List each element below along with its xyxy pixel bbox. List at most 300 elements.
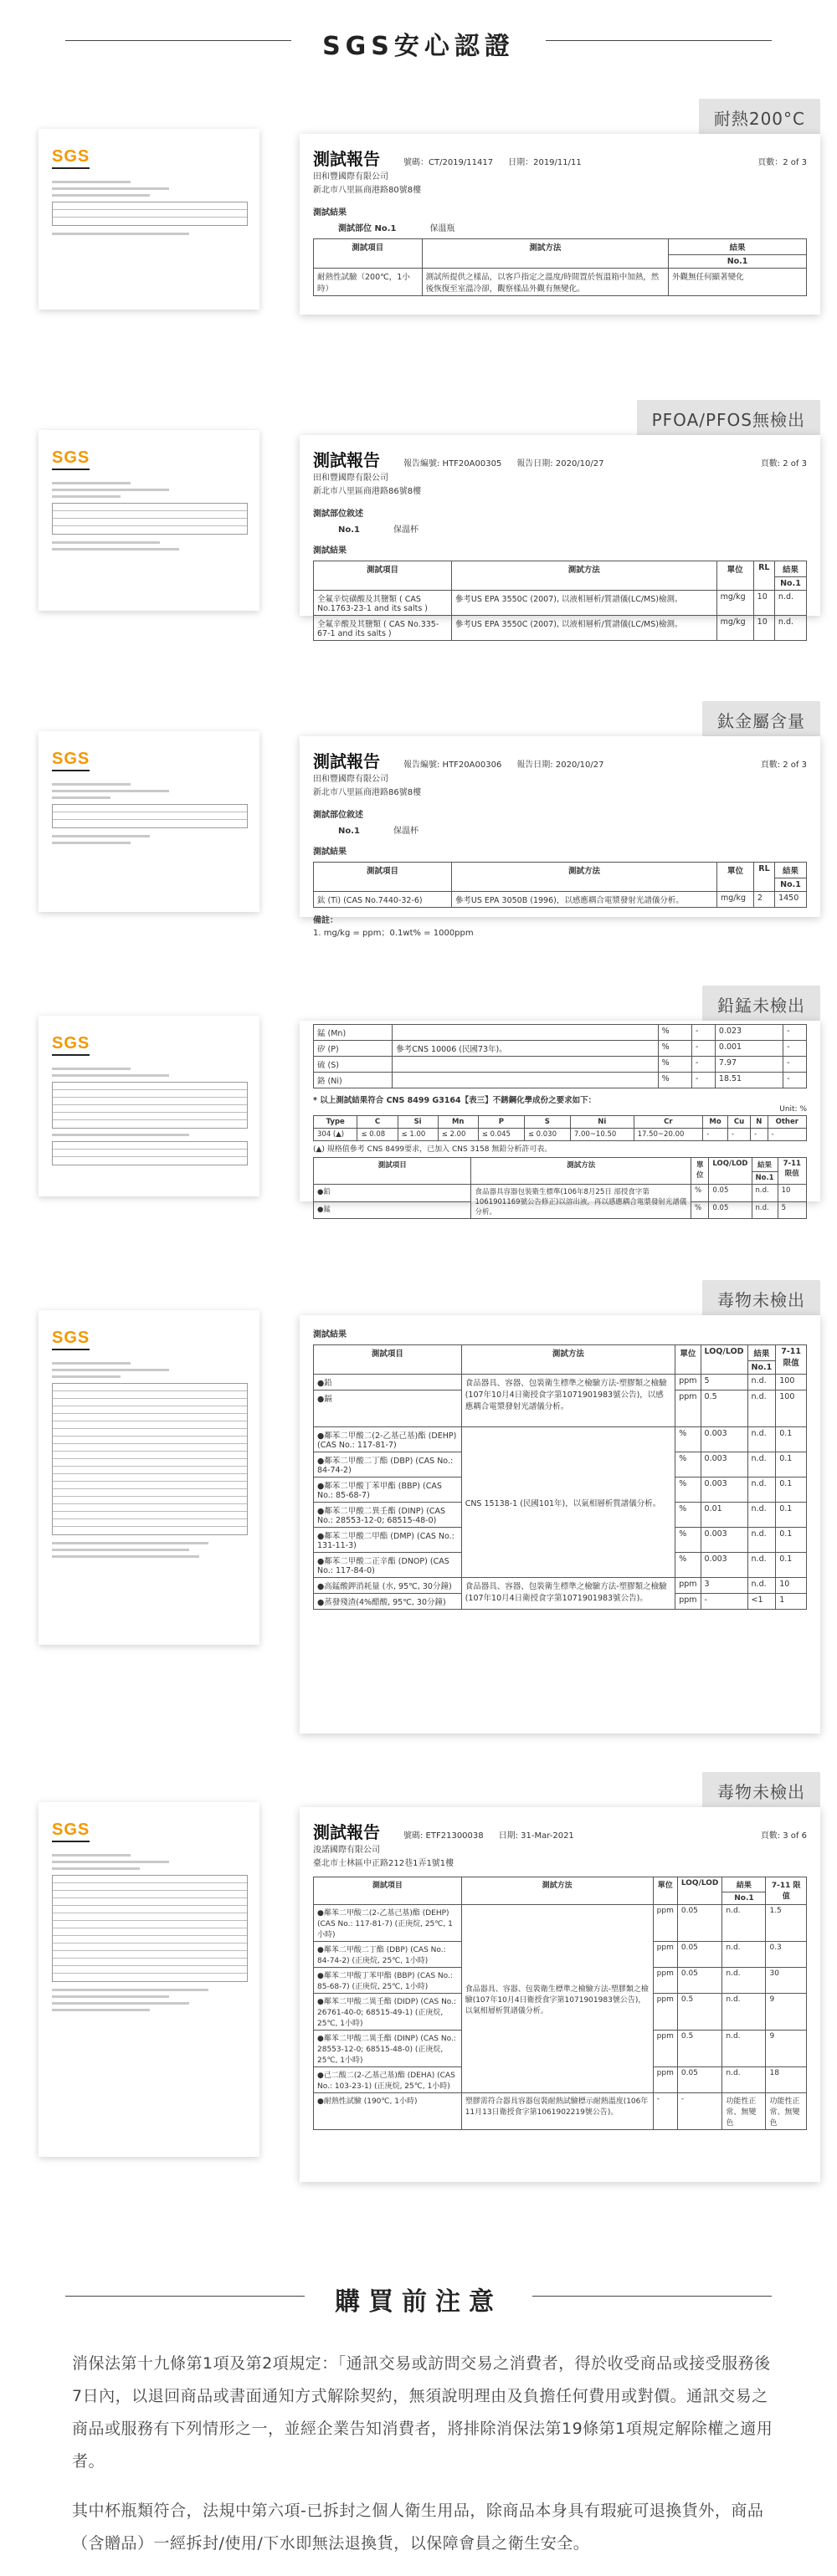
sgs-logo-icon: SGS bbox=[52, 1821, 90, 1839]
table-cell: 2 bbox=[753, 892, 774, 908]
table-cell: 錳 (Mn) bbox=[314, 1025, 393, 1041]
note-label: 備註： bbox=[313, 916, 338, 925]
table-cell: n.d. bbox=[747, 1503, 776, 1528]
table-cell: % bbox=[675, 1427, 701, 1452]
table-row bbox=[314, 1578, 807, 1594]
table-cell: 3 bbox=[701, 1578, 747, 1594]
table-row bbox=[314, 1073, 807, 1088]
table-header-cell: 單位 bbox=[716, 561, 753, 591]
results-table bbox=[313, 1157, 807, 1219]
results-table bbox=[313, 561, 807, 641]
sgs-logo-icon: SGS bbox=[52, 448, 90, 467]
table-header-cell: N bbox=[751, 1116, 768, 1129]
notice-paragraph-2: 其中杯瓶類符合，法規中第六項-已拆封之個人衛生用品，除商品本身具有瑕疵可退換貨外，商品（含贈品）一經拆封/使用/下水即無法退換貨，以保障會員之衛生安全。 bbox=[72, 2502, 764, 2553]
table-cell: 30 bbox=[766, 1968, 807, 1994]
table-header-cell: 測試項目 bbox=[314, 863, 452, 892]
table-cell: n.d. bbox=[752, 1185, 778, 1202]
table-header-cell: 測試項目 bbox=[314, 1877, 462, 1905]
table-header-cell: 結果 bbox=[752, 1158, 778, 1172]
table-cell: ≤ 2.00 bbox=[438, 1129, 478, 1141]
sample-label: 測試部位敘述 bbox=[313, 510, 363, 519]
table-cell: 0.5 bbox=[677, 1994, 722, 2031]
table-cell: 食品器具容器包裝衛生標準(106年8月25日 部授食字第1061901169號公告修正)以溶出液，再以感應耦合電漿發射光譜儀分析。 bbox=[471, 1185, 691, 1219]
table-cell bbox=[393, 1025, 658, 1041]
table-header-cell: Type bbox=[314, 1116, 357, 1129]
table-cell: 0.1 bbox=[776, 1503, 807, 1528]
table-cell: 0.05 bbox=[677, 1905, 722, 1942]
table-cell: ppm bbox=[675, 1390, 701, 1427]
report-thumbnail bbox=[39, 129, 259, 310]
table-header-cell: No.1 bbox=[722, 1892, 766, 1905]
report-detail bbox=[300, 736, 820, 938]
table-cell: 0.003 bbox=[701, 1528, 747, 1553]
table-cell: n.d. bbox=[747, 1452, 776, 1477]
table-header-cell: 測試項目 bbox=[314, 1158, 471, 1185]
report-detail bbox=[300, 1021, 820, 1216]
table-cell: - bbox=[677, 2093, 722, 2130]
table-cell: - bbox=[783, 1057, 807, 1073]
table-cell: 0.003 bbox=[701, 1553, 747, 1578]
table-cell: 全氟辛酸及其鹽類 ( CAS No.335-67-1 and its salts ) bbox=[314, 616, 452, 641]
table-cell: - bbox=[703, 1129, 728, 1141]
table-cell: 0.001 bbox=[715, 1041, 783, 1057]
table-cell: ●己二酸二(2-乙基己基)酯 (DEHA) (CAS No.: 103-23-1) (正庚烷, 25℃, 1小時) bbox=[314, 2067, 462, 2093]
table-cell: ●鉛 bbox=[314, 1185, 471, 1202]
cert-tag: 毒物未檢出 bbox=[702, 1772, 820, 1812]
table-cell: ≤ 0.030 bbox=[524, 1129, 570, 1141]
table-cell: 0.003 bbox=[701, 1427, 747, 1452]
sample-name: 保溫瓶 bbox=[429, 224, 455, 233]
report-date: 報告日期: 2020/10/27 bbox=[516, 459, 604, 469]
table-cell: ●鄰苯二甲酸丁苯甲酯 (BBP) (CAS No.: 85-68-7) bbox=[314, 1477, 462, 1503]
table-cell: 0.023 bbox=[715, 1025, 783, 1041]
table-cell: 食品器具、容器、包裝衛生標準之檢驗方法-塑膠類之檢驗(107年10月4日衛授食字第1071901983號公告)，以氣相層析質譜儀分析。 bbox=[461, 1905, 653, 2093]
sample-number: No.1 bbox=[338, 525, 360, 535]
table-header-cell: 測試方法 bbox=[471, 1158, 691, 1185]
table-cell: n.d. bbox=[774, 591, 806, 616]
table-header-cell: No.1 bbox=[774, 577, 806, 591]
table-header-cell: LOQ/LOD bbox=[709, 1158, 752, 1185]
table-header-cell: RL bbox=[753, 863, 774, 892]
table-cell: - bbox=[692, 1073, 716, 1088]
table-cell: % bbox=[675, 1528, 701, 1553]
report-thumbnail bbox=[39, 731, 259, 912]
table-header-cell: 測試方法 bbox=[451, 561, 716, 591]
table-cell: ●鄰苯二甲酸二丁酯 (DBP) (CAS No.: 84-74-2) (正庚烷, 25℃, 1小時) bbox=[314, 1942, 462, 1968]
table-header-cell: No.1 bbox=[775, 878, 807, 892]
table-cell: ●鄰苯二甲酸二(2-乙基己基)酯 (DEHP) (CAS No.: 117-81-7) bbox=[314, 1427, 462, 1452]
table-header-cell: No.1 bbox=[752, 1172, 778, 1185]
report-number: 報告編號: HTF20A00306 bbox=[403, 761, 502, 770]
table-cell: 7.00~10.50 bbox=[570, 1129, 634, 1141]
table-cell: n.d. bbox=[722, 1968, 766, 1994]
table-cell: n.d. bbox=[747, 1528, 776, 1553]
sample-label: 測試部位敘述 bbox=[313, 811, 363, 820]
table-row bbox=[314, 1905, 807, 1942]
table-cell: ≤ 0.045 bbox=[478, 1129, 524, 1141]
table-cell: 塑膠需符合器具容器包裝耐熱試驗標示耐熱溫度(106年11月13日衛授食字第1061902219號公告)。 bbox=[461, 2093, 653, 2130]
cert-card-heat bbox=[33, 99, 820, 315]
table-header-cell: 測試項目 bbox=[314, 561, 452, 591]
report-thumbnail bbox=[39, 1802, 259, 2157]
table-cell: % bbox=[658, 1025, 691, 1041]
table-cell: 0.3 bbox=[766, 1942, 807, 1968]
table-cell: CNS 15138-1 (民國101年)，以氣相層析質譜儀分析。 bbox=[461, 1427, 675, 1578]
cert-card-toxins bbox=[33, 1280, 820, 1739]
table-cell: ●高錳酸鉀消耗量 (水, 95℃, 30分鐘) bbox=[314, 1578, 462, 1594]
composition-spec-table bbox=[313, 1115, 807, 1141]
table-header-cell: Mo bbox=[703, 1116, 728, 1129]
title-divider-right bbox=[546, 40, 772, 41]
table-header-cell: Cu bbox=[727, 1116, 750, 1129]
table-cell: ●鄰苯二甲酸二異壬酯 (DIDP) (CAS No.: 26761-40-0; 68515-49-1) (正庚烷, 25℃, 1小時) bbox=[314, 1994, 462, 2031]
table-cell: - bbox=[653, 2093, 677, 2130]
table-row bbox=[314, 591, 807, 616]
table-cell: ●鄰苯二甲酸二(2-乙基己基)酯 (DEHP) (CAS No.: 117-81-7) (正庚烷, 25℃, 1小時) bbox=[314, 1905, 462, 1942]
table-cell: 鉻 (Ni) bbox=[314, 1073, 393, 1088]
results-table bbox=[313, 1344, 807, 1610]
table-cell: % bbox=[675, 1452, 701, 1477]
table-header-cell: 測試方法 bbox=[461, 1877, 653, 1905]
table-cell: n.d. bbox=[747, 1553, 776, 1578]
table-cell: 10 bbox=[753, 591, 774, 616]
table-cell: 0.05 bbox=[709, 1185, 752, 1202]
report-thumbnail bbox=[39, 1016, 259, 1196]
table-header-cell: 結果 bbox=[774, 561, 806, 577]
table-cell: ppm bbox=[675, 1578, 701, 1594]
report-thumbnail bbox=[39, 430, 259, 611]
company-name: 田和豐國際有限公司 bbox=[313, 775, 388, 784]
table-row bbox=[314, 1129, 807, 1141]
report-title: 測試報告 bbox=[313, 149, 380, 169]
report-date: 日期：2019/11/11 bbox=[508, 158, 582, 167]
report-date: 報告日期: 2020/10/27 bbox=[516, 761, 604, 770]
company-address: 新北市八里區商港路86號8樓 bbox=[313, 788, 422, 797]
report-detail bbox=[300, 134, 820, 315]
table-cell: - bbox=[692, 1041, 716, 1057]
table-cell: 0.1 bbox=[776, 1553, 807, 1578]
table-cell: 1450 bbox=[775, 892, 807, 908]
table-cell: 0.1 bbox=[776, 1477, 807, 1503]
table-cell: n.d. bbox=[722, 1942, 766, 1968]
report-title: 測試報告 bbox=[313, 751, 380, 771]
table-cell: 食品器具、容器、包裝衛生標準之檢驗方法-塑膠類之檢驗(107年10月4日衛授食字第1071901983號公告)。 bbox=[461, 1578, 675, 1610]
table-header-cell: RL bbox=[753, 561, 774, 591]
table-cell: 參考US EPA 3050B (1996)，以感應耦合電漿發射光譜儀分析。 bbox=[451, 892, 716, 908]
table-row bbox=[314, 1427, 807, 1452]
section-title-sgs bbox=[0, 15, 837, 65]
table-cell: 304 (▲) bbox=[314, 1129, 357, 1141]
table-cell: ppm bbox=[653, 2067, 677, 2093]
results-table bbox=[313, 1877, 807, 2130]
report-detail bbox=[300, 435, 820, 638]
composition-top-table bbox=[313, 1024, 807, 1088]
table-cell: 0.003 bbox=[701, 1477, 747, 1503]
table-cell: 18.51 bbox=[715, 1073, 783, 1088]
results-label: 測試結果 bbox=[313, 546, 347, 556]
table-header-cell: 單位 bbox=[653, 1877, 677, 1905]
table-cell: 耐熱性試驗（200℃，1小時） bbox=[314, 269, 423, 296]
sgs-logo-icon: SGS bbox=[52, 750, 90, 768]
table-cell: - bbox=[783, 1073, 807, 1088]
table-header-cell: 結果 bbox=[669, 239, 807, 255]
table-header-cell: 結果 bbox=[747, 1345, 776, 1361]
table-cell: 0.1 bbox=[776, 1452, 807, 1477]
results-label: 測試結果 bbox=[313, 1330, 347, 1339]
cert-tag: 鈦金屬含量 bbox=[702, 701, 820, 741]
table-cell: ●錳 bbox=[314, 1201, 471, 1219]
table-cell bbox=[393, 1057, 658, 1073]
sgs-logo-icon: SGS bbox=[52, 1329, 90, 1347]
table-cell: ●鄰苯二甲酸二異壬酯 (DINP) (CAS No.: 28553-12-0; 68515-48-0) bbox=[314, 1503, 462, 1528]
table-cell: <1 bbox=[747, 1594, 776, 1610]
table-header-cell: 單位 bbox=[717, 863, 754, 892]
table-cell: % bbox=[675, 1477, 701, 1503]
report-number: 號碼：CT/2019/11417 bbox=[403, 158, 494, 167]
table-cell: 9 bbox=[766, 2031, 807, 2067]
table-cell: n.d. bbox=[747, 1375, 776, 1390]
table-cell: n.d. bbox=[747, 1477, 776, 1503]
table-cell: - bbox=[692, 1025, 716, 1041]
table-header-cell: 單位 bbox=[691, 1158, 709, 1185]
page-title: SGS安心認證 bbox=[322, 32, 515, 61]
table-cell: 5 bbox=[778, 1201, 806, 1219]
table-header-cell: 結果 bbox=[775, 863, 807, 878]
table-row bbox=[314, 1025, 807, 1041]
results-label: 測試結果 bbox=[313, 208, 347, 218]
cert-tag: PFOA/PFOS無檢出 bbox=[637, 400, 820, 440]
table-header-cell: 7-11 限值 bbox=[776, 1345, 807, 1375]
table-row bbox=[314, 892, 807, 908]
table-cell: - bbox=[751, 1129, 768, 1141]
table-cell: 測試所提供之樣品，以客戶指定之溫度/時間置於恆溫箱中加熱，然後恢復至室溫冷卻，觀察樣品外觀有無變化。 bbox=[422, 269, 669, 296]
report-detail bbox=[300, 1315, 820, 1734]
table-cell: - bbox=[783, 1025, 807, 1041]
table-cell: 0.01 bbox=[701, 1503, 747, 1528]
table-cell: n.d. bbox=[747, 1390, 776, 1427]
table-row bbox=[314, 1185, 807, 1202]
cert-card-plasticizer bbox=[33, 1772, 820, 2190]
cert-tag: 耐熱200°C bbox=[699, 99, 820, 139]
table-header-cell: LOQ/LOD bbox=[677, 1877, 722, 1905]
table-cell: mg/kg bbox=[716, 616, 753, 641]
section-title-notice bbox=[0, 2274, 837, 2316]
report-detail bbox=[300, 1807, 820, 2182]
table-header-cell: 測試方法 bbox=[461, 1345, 675, 1375]
cert-card-lead-manganese bbox=[33, 986, 820, 1216]
table-header-cell: 7-11 限值 bbox=[766, 1877, 807, 1905]
table-row bbox=[314, 269, 807, 296]
results-label: 測試結果 bbox=[313, 848, 347, 857]
cert-tag: 毒物未檢出 bbox=[702, 1280, 820, 1320]
table-cell: 1 bbox=[776, 1594, 807, 1610]
sample-name: 保溫杯 bbox=[393, 525, 418, 535]
table-cell: ppm bbox=[675, 1375, 701, 1390]
table-row bbox=[314, 1041, 807, 1057]
table-cell: ●鄰苯二甲酸二丁酯 (DBP) (CAS No.: 84-74-2) bbox=[314, 1452, 462, 1477]
table-header-cell: 單位 bbox=[675, 1345, 701, 1375]
table-cell: ppm bbox=[653, 1942, 677, 1968]
table-cell: ●鄰苯二甲酸二甲酯 (DMP) (CAS No.: 131-11-3) bbox=[314, 1528, 462, 1553]
table-header-cell: 測試方法 bbox=[422, 239, 669, 269]
table-cell: n.d. bbox=[722, 1994, 766, 2031]
table-header-cell: Mn bbox=[438, 1116, 478, 1129]
table-row bbox=[314, 1375, 807, 1390]
table-cell: ppm bbox=[653, 1905, 677, 1942]
company-address: 新北市八里區商港路86號8樓 bbox=[313, 487, 422, 496]
table-cell: % bbox=[691, 1201, 709, 1219]
sample-number: No.1 bbox=[338, 827, 360, 836]
company-name: 田和豐國際有限公司 bbox=[313, 474, 388, 483]
table-cell bbox=[393, 1073, 658, 1088]
table-row bbox=[314, 616, 807, 641]
sample-name: 保溫杯 bbox=[393, 827, 418, 836]
table-cell: n.d. bbox=[722, 2031, 766, 2067]
table-header-cell: P bbox=[478, 1116, 524, 1129]
table-header-cell: Cr bbox=[634, 1116, 703, 1129]
title-divider-left bbox=[65, 2296, 305, 2297]
table-cell: 0.5 bbox=[677, 2031, 722, 2067]
table-cell: % bbox=[675, 1553, 701, 1578]
table-cell: % bbox=[658, 1057, 691, 1073]
sgs-logo-icon: SGS bbox=[52, 1034, 90, 1052]
table-cell: 矽 (P) bbox=[314, 1041, 393, 1057]
table-cell: % bbox=[658, 1041, 691, 1057]
table-header-cell: S bbox=[524, 1116, 570, 1129]
table-cell: ppm bbox=[653, 1994, 677, 2031]
table-cell: ●蒸發殘渣(4%醋酸, 95℃, 30分鐘) bbox=[314, 1594, 462, 1610]
table-cell: 硫 (S) bbox=[314, 1057, 393, 1073]
standard-line: * 以上測試結果符合 CNS 8499 G3164【表三】不銹鋼化學成份之要求如下： bbox=[313, 1096, 597, 1105]
table-cell: 0.1 bbox=[776, 1427, 807, 1452]
table-cell: 0.05 bbox=[677, 1968, 722, 1994]
table-header-cell: Other bbox=[768, 1116, 806, 1129]
table-cell: 0.1 bbox=[776, 1528, 807, 1553]
table-cell: 0.05 bbox=[709, 1201, 752, 1219]
notice-title: 購買前注意 bbox=[335, 2287, 502, 2317]
table-cell: 7.97 bbox=[715, 1057, 783, 1073]
company-address: 臺北市士林區中正路212巷1弄1號1樓 bbox=[313, 1859, 454, 1868]
table-cell: n.d. bbox=[752, 1201, 778, 1219]
table-cell: 外觀無任何顯著變化 bbox=[669, 269, 807, 296]
table-cell: - bbox=[701, 1594, 747, 1610]
report-page: 頁數: 2 of 3 bbox=[760, 459, 807, 469]
report-page: 頁數: 2 of 3 bbox=[760, 761, 807, 770]
table-cell: ●鉛 bbox=[314, 1375, 462, 1390]
table-cell: 鈦 (Ti) (CAS No.7440-32-6) bbox=[314, 892, 452, 908]
table-cell: 0.5 bbox=[701, 1390, 747, 1427]
table-cell: ●鄰苯二甲酸丁苯甲酯 (BBP) (CAS No.: 85-68-7) (正庚烷, 25℃, 1小時) bbox=[314, 1968, 462, 1994]
table-cell: mg/kg bbox=[716, 591, 753, 616]
table-cell: % bbox=[675, 1503, 701, 1528]
table-cell: 參考US EPA 3550C (2007), 以液相層析/質譜儀(LC/MS)檢測。 bbox=[451, 616, 716, 641]
table-cell: 功能性正常、無變色 bbox=[766, 2093, 807, 2130]
company-address: 新北市八里區商港路80號8樓 bbox=[313, 186, 422, 195]
table-cell: 5 bbox=[701, 1375, 747, 1390]
title-divider-right bbox=[532, 2296, 772, 2297]
cert-card-titanium bbox=[33, 701, 820, 938]
table-cell: 0.05 bbox=[677, 1942, 722, 1968]
table-cell: ppm bbox=[675, 1594, 701, 1610]
table-cell: 10 bbox=[776, 1578, 807, 1594]
table-header-cell: No.1 bbox=[669, 255, 807, 269]
table-cell: % bbox=[691, 1185, 709, 1202]
results-table bbox=[313, 862, 807, 908]
table-cell: - bbox=[692, 1057, 716, 1073]
table-cell: 參考CNS 10006 (民國73年)。 bbox=[393, 1041, 658, 1057]
title-divider-left bbox=[65, 40, 291, 41]
table-cell: 參考US EPA 3550C (2007), 以液相層析/質譜儀(LC/MS)檢測。 bbox=[451, 591, 716, 616]
results-table bbox=[313, 238, 807, 296]
table-header-cell: 結果 bbox=[722, 1877, 766, 1892]
table-cell: ●鄰苯二甲酸二異壬酯 (DINP) (CAS No.: 28553-12-0; 68515-48-0) (正庚烷, 25℃, 1小時) bbox=[314, 2031, 462, 2067]
table-cell: 100 bbox=[776, 1390, 807, 1427]
table-header-cell: C bbox=[357, 1116, 398, 1129]
notice-paragraph-1: 消保法第十九條第1項及第2項規定：「通訊交易或訪問交易之消費者，得於收受商品或接受服務後7日內，以退回商品或書面通知方式解除契約，無須說明理由及負擔任何費用或對價。通訊交易之商品或服務有下列情形之一，並經企業告知消費者，將排除消保法第19條第1項規定解除權之適用者。 bbox=[72, 2354, 773, 2471]
unit-label: Unit: % bbox=[779, 1105, 807, 1114]
table-cell: ≤ 1.00 bbox=[398, 1129, 438, 1141]
cert-card-pfoa bbox=[33, 400, 820, 638]
table-cell: 0.003 bbox=[701, 1452, 747, 1477]
table-cell: 功能性正常、無變色 bbox=[722, 2093, 766, 2130]
table-header-cell: 測試項目 bbox=[314, 1345, 462, 1375]
table-header-cell: LOQ/LOD bbox=[701, 1345, 747, 1375]
table-cell: 17.50~20.00 bbox=[634, 1129, 703, 1141]
table-cell: - bbox=[727, 1129, 750, 1141]
table-cell: n.d. bbox=[722, 1905, 766, 1942]
table-cell: 1.5 bbox=[766, 1905, 807, 1942]
table-cell: 10 bbox=[753, 616, 774, 641]
report-page: 頁數：2 of 3 bbox=[757, 158, 807, 167]
table-cell: ≤ 0.08 bbox=[357, 1129, 398, 1141]
table-cell: 10 bbox=[778, 1185, 806, 1202]
table-cell: n.d. bbox=[774, 616, 806, 641]
table-cell: 100 bbox=[776, 1375, 807, 1390]
table-cell: ppm bbox=[653, 2031, 677, 2067]
table-row bbox=[314, 1057, 807, 1073]
table-cell: 9 bbox=[766, 1994, 807, 2031]
table-cell: 全氟辛烷磺酸及其鹽類 ( CAS No.1763-23-1 and its salts ) bbox=[314, 591, 452, 616]
table-cell: ●耐熱性試驗 (190℃, 1小時) bbox=[314, 2093, 462, 2130]
table-header-cell: 測試方法 bbox=[451, 863, 716, 892]
table-cell: n.d. bbox=[747, 1427, 776, 1452]
report-number: 號碼: ETF21300038 bbox=[403, 1831, 484, 1841]
report-page: 頁數: 3 of 6 bbox=[760, 1831, 807, 1841]
table-cell: ●鄰苯二甲酸二正辛酯 (DNOP) (CAS No.: 117-84-0) bbox=[314, 1553, 462, 1578]
table-cell: n.d. bbox=[747, 1578, 776, 1594]
table-header-cell: 7-11 限值 bbox=[778, 1158, 806, 1185]
table-cell: - bbox=[768, 1129, 806, 1141]
table-cell: n.d. bbox=[722, 2067, 766, 2093]
table-cell: ppm bbox=[653, 1968, 677, 1994]
composition-note: (▲) 規格值參考 CNS 8499要求，已加入 CNS 3158 無鉛分析許可表。 bbox=[313, 1145, 552, 1154]
sample-number: 測試部位 No.1 bbox=[338, 224, 397, 233]
table-header-cell: Ni bbox=[570, 1116, 634, 1129]
table-cell: 18 bbox=[766, 2067, 807, 2093]
table-cell: % bbox=[658, 1073, 691, 1088]
table-header-cell: No.1 bbox=[747, 1361, 776, 1375]
report-number: 報告編號: HTF20A00305 bbox=[403, 459, 502, 469]
report-thumbnail bbox=[39, 1310, 259, 1645]
sgs-logo-icon: SGS bbox=[52, 147, 90, 166]
table-cell: - bbox=[783, 1041, 807, 1057]
note-text: 1. mg/kg = ppm；0.1wt% = 1000ppm bbox=[313, 929, 474, 938]
report-title: 測試報告 bbox=[313, 450, 380, 470]
company-name: 田和豐國際有限公司 bbox=[313, 172, 388, 182]
table-cell: ●鎘 bbox=[314, 1390, 462, 1427]
report-date: 日期: 31-Mar-2021 bbox=[498, 1831, 574, 1841]
table-cell: mg/kg bbox=[717, 892, 754, 908]
